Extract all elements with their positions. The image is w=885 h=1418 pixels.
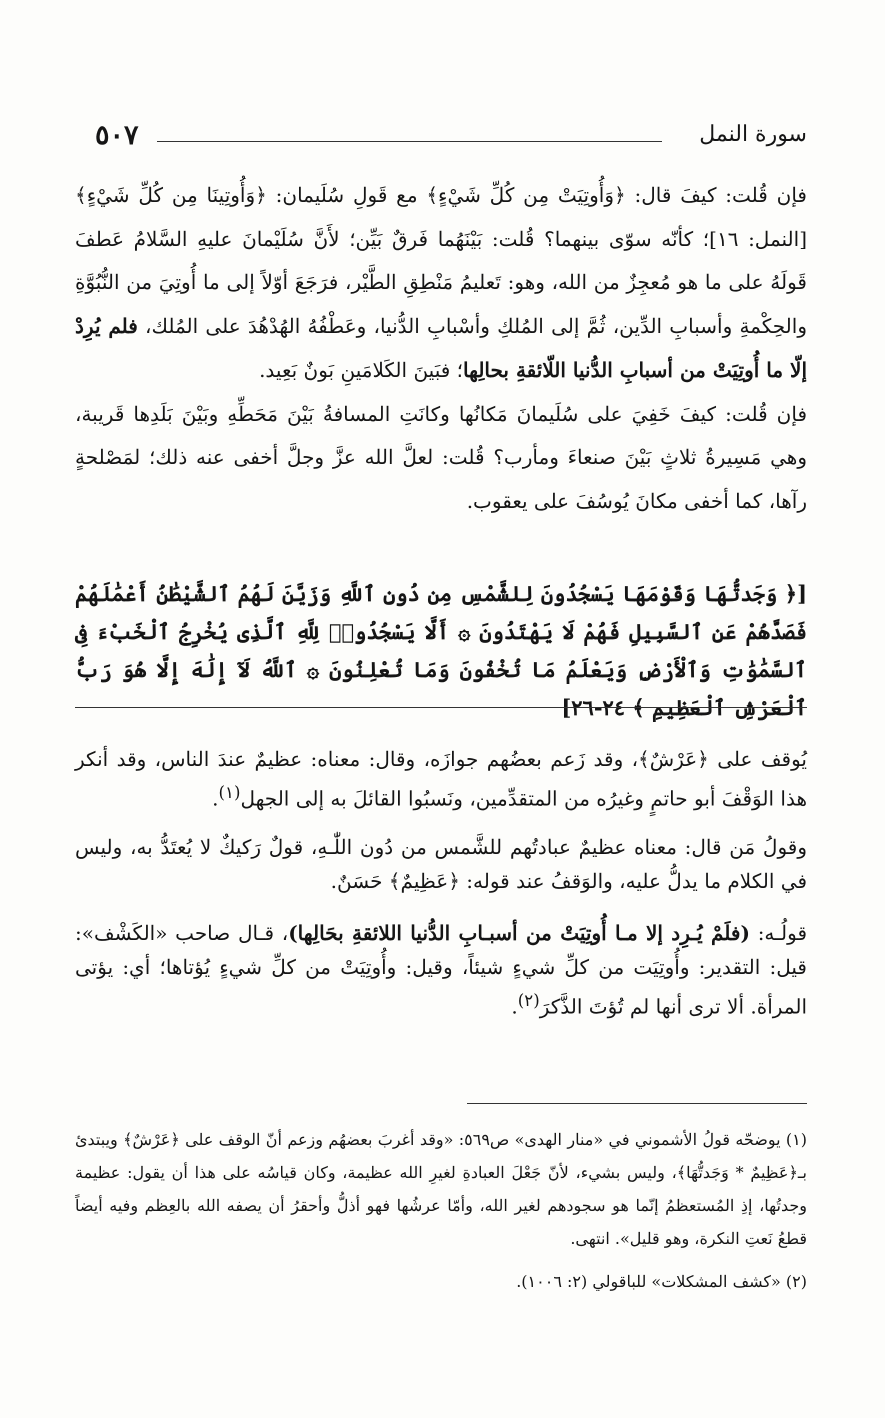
paragraph-1-bold: فلم يُرِدْ إلّا ما أُوتِيَتْ من أسبابِ الدُّنيا اللّائقةِ بحالِها <box>75 314 807 382</box>
commentary <box>75 742 807 1041</box>
header-rule <box>157 141 662 142</box>
section-divider <box>75 707 807 708</box>
footnotes <box>75 1123 807 1308</box>
commentary-paragraph-3 <box>75 916 807 1024</box>
page-number: ٥٠٧ <box>95 120 139 151</box>
footnote-1: (١) يوضحّه قولُ الأشموني في «منار الهدى» ص٥٦٩: «وقد أغربَ بعضهُم وزعم أنّ الوقف على ﴿عَرْشٌ﴾ ويبتدئ بـ﴿عَظِيمٌ * وَجَدتُّهَا﴾، وليس بشيء، لأنّ جَعْلَ العبادةِ لغيرِ الله عظيمة، وكان قياسُه على هذا أن يقول: عظيمة وجدتُها، إذِ المُستعظمُ إنّما هو سجودهم لغير الله، وأمّا عرشُها فهو أذلُّ وأحقرُ أن يصفه الله بالعِظم وفيه أيضاً قطعُ نَعتِ النكرة، وهو قليل». انتهى. <box>75 1130 808 1248</box>
paragraph-1 <box>75 174 807 393</box>
quran-verse <box>75 575 807 727</box>
footnote-2: (٢) «كشف المشكلات» للباقولي (٢: ١٠٠٦). <box>516 1272 807 1291</box>
paragraph-1-text: فإن قُلت: كيفَ قال: ﴿وَأُوتِيَتْ مِن كُلِّ شَيْءٍ﴾ مع قَولِ سُلَيمان: ﴿وَأُوتِينَا مِن كُلِّ شَيْءٍ﴾ [النمل: ١٦]؛ كأنّه سوّى بينهما؟ قُلت: بَيْنَهُما فَرقٌ بَيِّن؛ لأَنَّ سُلَيْمانَ عليهِ السَّلامُ عَطفَ قَولَهُ على ما هو مُعجِزٌ من الله، وهو: تَعليمُ مَنْطِقِ الطَّيْر، فرَجَعَ أوّلاً إلى ما أُوتِيَ من النُّبُوَّةِ والحِكْمةِ وأسبابِ الدِّين، ثُمَّ إلى المُلكِ وأسْبابِ الدُّنيا، وعَطْفُهُ الهُدْهُدَ على المُلك، <box>75 183 808 339</box>
commentary-p1-end: . <box>212 786 219 811</box>
footnote-ref-2[interactable]: (٢) <box>517 990 540 1010</box>
commentary-p3-end: . <box>511 994 518 1019</box>
footnote-rule <box>467 1103 807 1104</box>
paragraph-2: فإن قُلت: كيفَ خَفِيَ على سُلَيمانَ مَكانُها وكانَتِ المسافةُ بَيْنَ مَحَطِّهِ وبَيْنَ بَلَدِها قَريبة، وهي مَسِيرةُ ثلاثٍ بَيْنَ صنعاءَ ومأرب؟ قُلت: لعلَّ الله عزَّ وجلَّ أخفى عنه ذلك؛ لمَصْلحةٍ رآها، كما أخفى مكانَ يُوسُفَ على يعقوب. <box>75 401 808 513</box>
footnote-ref-1[interactable]: (١) <box>218 783 241 802</box>
verse-open-bracket: [﴿ <box>784 581 808 606</box>
page-header <box>95 112 807 160</box>
main-text <box>75 174 807 524</box>
commentary-p3-rest: ، قـال صاحب «الكَشْف»: قيل: التقدير: وأُوتِيَت من كلِّ شيءٍ شيئاً، وقيل: وأُوتِيَتْ من كلِّ شيءٍ يُؤتاها؛ أي: يؤتى المرأة. ألا ترى أنها لم تُؤتَ الذَّكرَ <box>75 920 807 1019</box>
commentary-paragraph-2: وقولُ مَن قال: معناه عظيمٌ عبادتُهم للشَّمس من دُون اللّٰـهِ، قولٌ رَكيكٌ لا يُعتَدُّ به، وليس في الكلام ما يدلُّ عليه، والوَقفُ عند قوله: ﴿عَظِيمٌ﴾ حَسَنٌ. <box>75 834 807 893</box>
paragraph-1-end: ؛ فبَينَ الكَلامَينِ بَونٌ بَعِيد. <box>259 357 464 382</box>
surah-title: سورة النمل <box>699 122 807 147</box>
commentary-p3-start: قولُـه: <box>749 920 808 945</box>
commentary-p3-quote: (فلَمْ يُـرِد إلا مـا أُوتِيَتْ من أسبـابِ الدُّنيا اللائقةِ بحَالِها) <box>288 920 750 945</box>
commentary-paragraph-1 <box>75 742 807 816</box>
commentary-p1-text: يُوقف على ﴿عَرْشٌ﴾، وقد زَعم بعضُهم جوازَه، وقال: معناه: عظيمٌ عندَ الناس، وقد أنكر هذا الوَقْفَ أبو حاتمٍ وغيرُه من المتقدِّمين، ونَسبُوا القائلَ به إلى الجهل <box>75 747 807 811</box>
verse-text: وَجَدتُّهَا وَقَوْمَهَا يَسْجُدُونَ لِلشَّمْسِ مِن دُونِ ٱللَّهِ وَزَيَّنَ لَهُمُ ٱلشَّيْطَٰنُ أَعْمَٰلَهُمْ فَصَدَّهُمْ عَنِ ٱلسَّبِيلِ فَهُمْ لَا يَهْتَدُونَ ۞ أَلَّا يَسْجُدُوا۟ لِلَّهِ ٱلَّذِى يُخْرِجُ ٱلْخَبْءَ فِى ٱلسَّمَٰوَٰتِ وَٱلْأَرْضِ وَيَعْلَمُ مَا تُخْفُونَ وَمَا تُعْلِنُونَ ۞ ٱللَّهُ لَآ إِلَٰهَ إِلَّا هُوَ رَبُّ ٱلْعَرْشِ ٱلْعَظِيمِ <box>75 581 807 720</box>
verse-close-bracket: ﴾ ٢٤-٢٦] <box>561 695 645 720</box>
